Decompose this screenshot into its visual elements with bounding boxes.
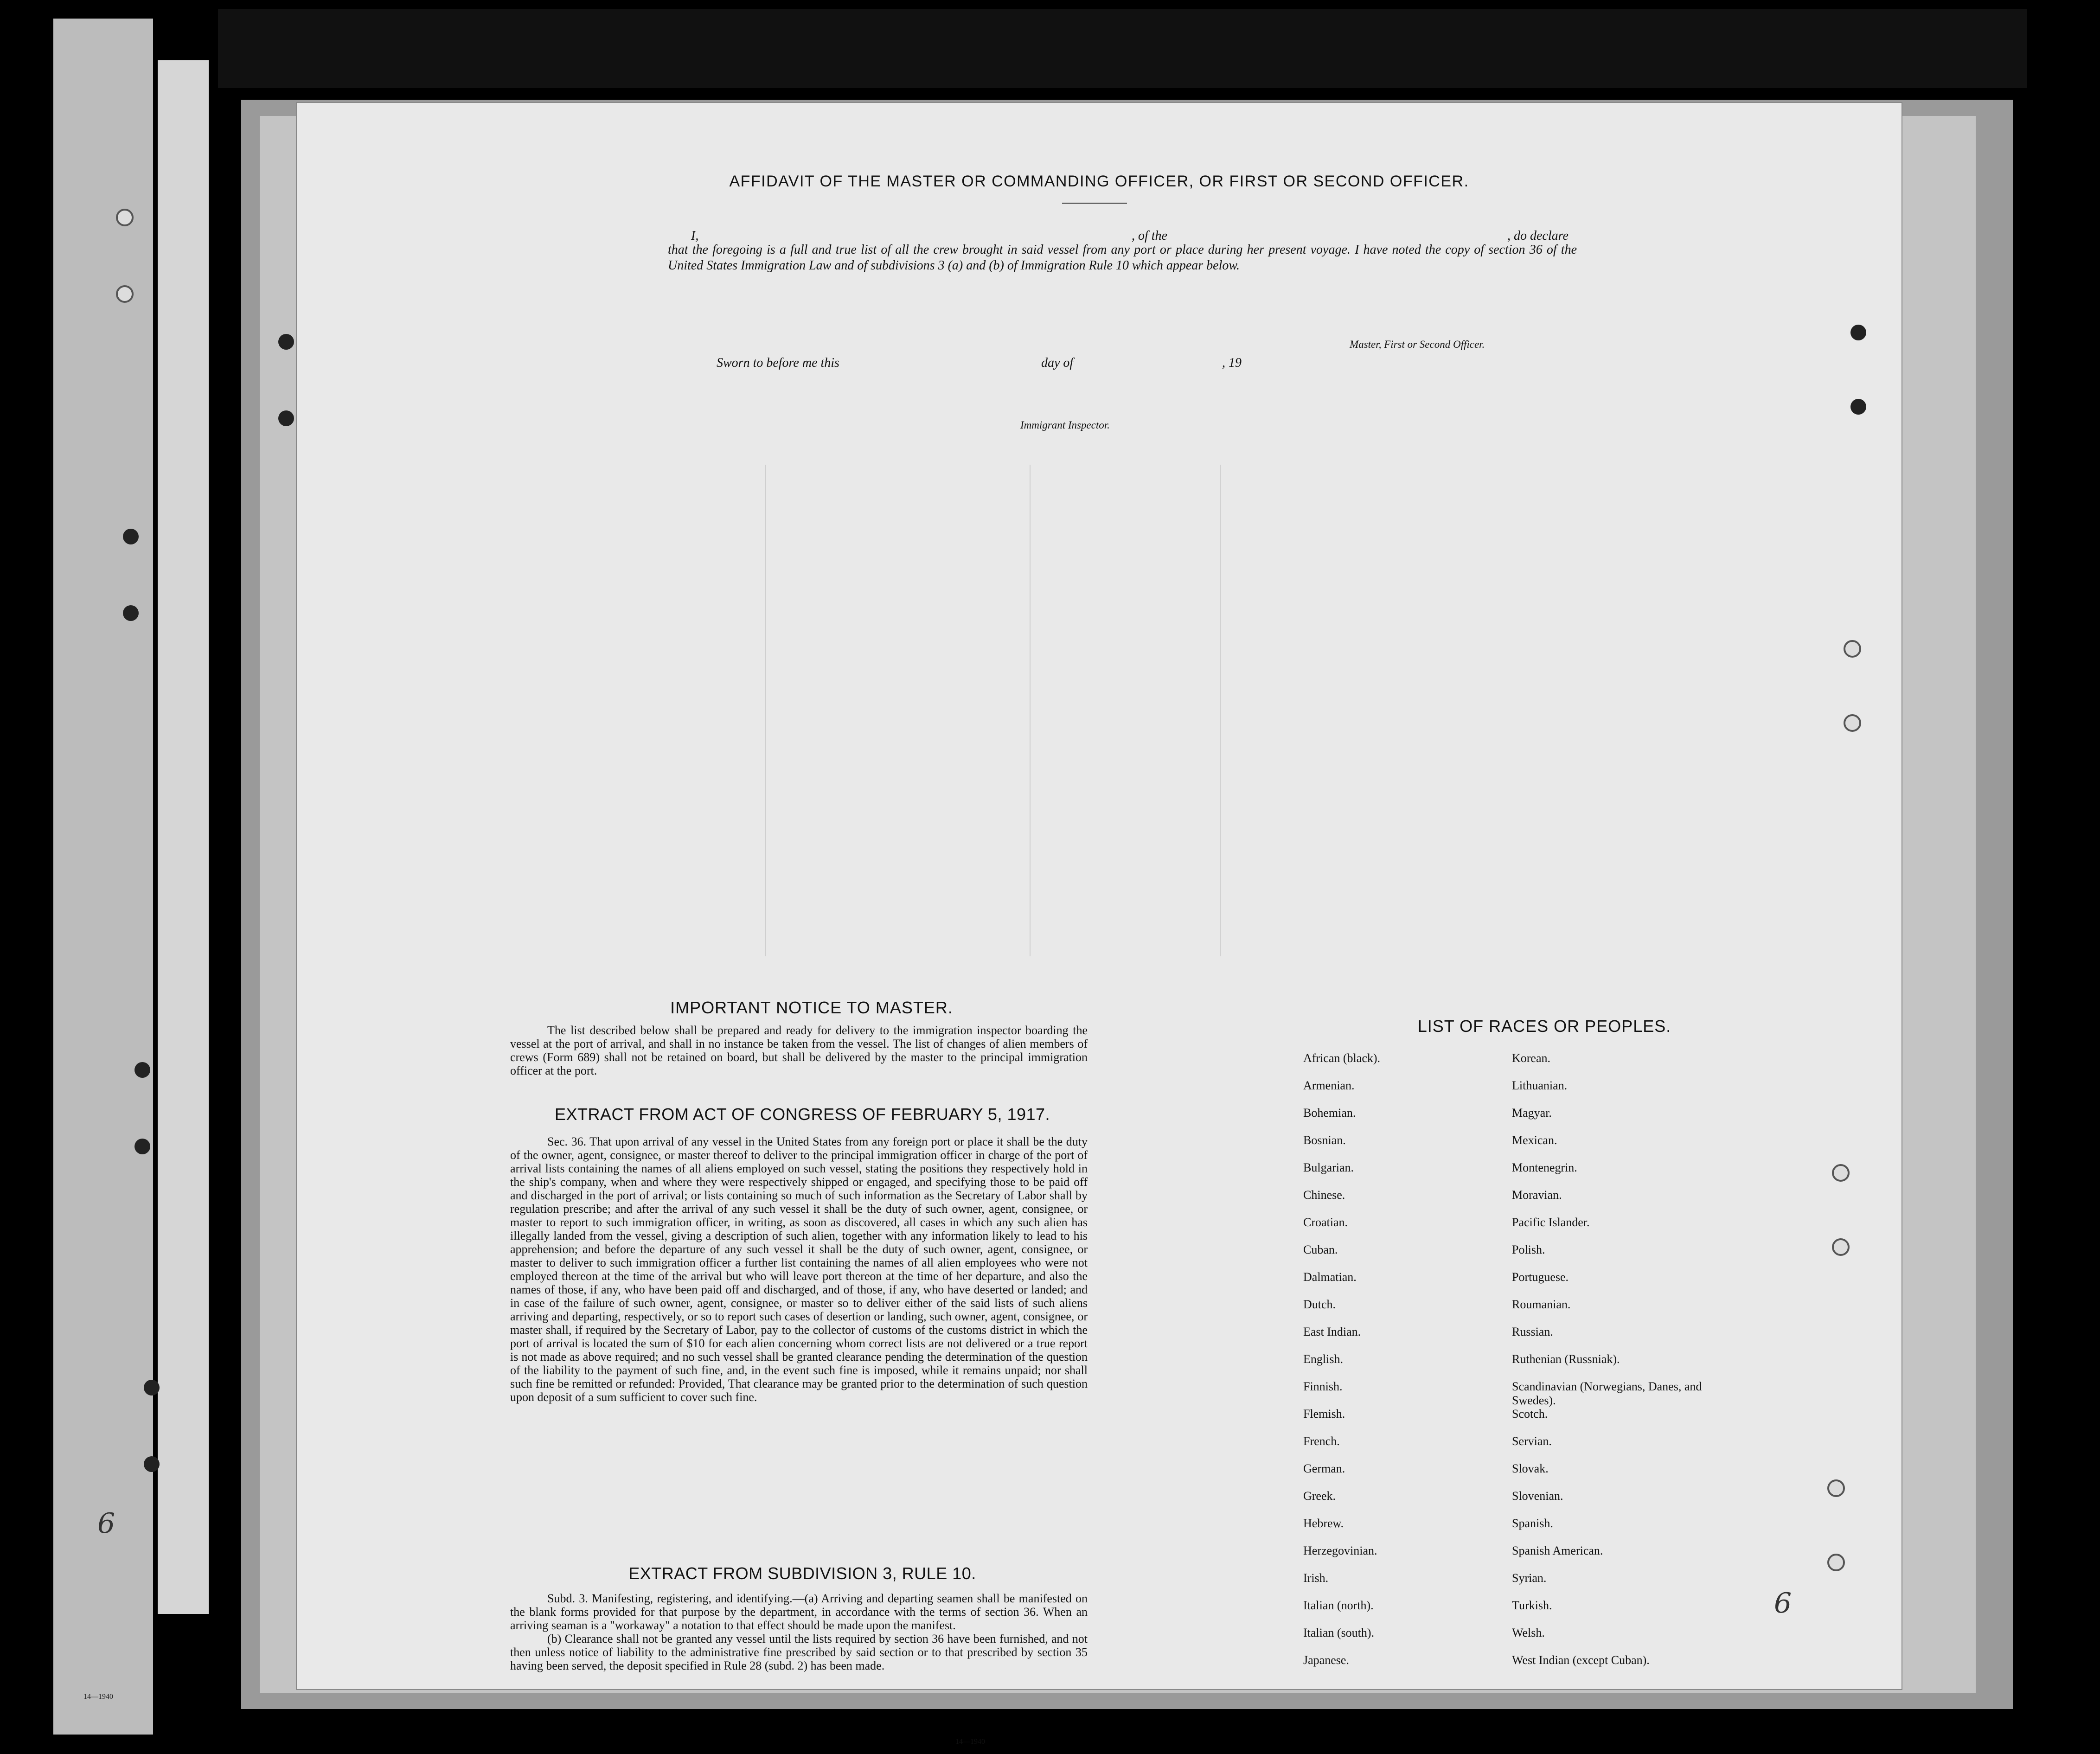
race-item: Italian (north). — [1303, 1599, 1374, 1612]
race-item: Armenian. — [1303, 1079, 1355, 1092]
notice-body: The list described below shall be prepared and ready for delivery to the immigration inspector boarding the vessel at the port of arrival, and shall in no instance be taken from the vessel. The list of changes of alien members of crews (Form 689) shall not be retained on board, but shall be delivered by the master to the principal immigration officer at the port. — [510, 1024, 1088, 1077]
day-of-label: day of — [1041, 356, 1074, 370]
act-extract-title: EXTRACT FROM ACT OF CONGRESS OF FEBRUARY 5, 1917. — [554, 1105, 1050, 1124]
race-item: Turkish. — [1512, 1599, 1552, 1612]
races-title: LIST OF RACES OR PEOPLES. — [1417, 1017, 1671, 1036]
handwritten-mark: 6 — [97, 1507, 115, 1540]
punch-hole — [1827, 1554, 1845, 1571]
faint-rule — [765, 465, 766, 956]
race-item: Hebrew. — [1303, 1517, 1344, 1530]
affidavit-statement: that the foregoing is a full and true list of all the crew brought in said vessel from any port or place during her present voyage. I have noted the copy of section 36 of the United States Immigration Law and of subdivisions 3 (a) and (b) of Immigration Rule 10 which appear below. — [668, 243, 1577, 273]
race-item: German. — [1303, 1462, 1345, 1475]
punch-hole — [1844, 714, 1861, 732]
race-item: Korean. — [1512, 1051, 1551, 1065]
race-item: Scandinavian (Norwegians, Danes, and Swedes). — [1512, 1380, 1702, 1407]
race-item: Cuban. — [1303, 1243, 1338, 1256]
inspector-label: Immigrant Inspector. — [1020, 419, 1110, 431]
race-item: Italian (south). — [1303, 1626, 1375, 1639]
punch-hole — [1850, 399, 1866, 415]
punch-hole — [1832, 1164, 1850, 1182]
ledger-strip — [158, 60, 209, 1614]
race-item: Spanish American. — [1512, 1544, 1603, 1557]
margin-form-number: 14—1940 — [83, 1693, 113, 1701]
race-item: East Indian. — [1303, 1325, 1361, 1338]
punch-hole — [144, 1456, 160, 1472]
race-item: West Indian (except Cuban). — [1512, 1653, 1650, 1667]
race-item: Herzegovinian. — [1303, 1544, 1377, 1557]
race-item: Dutch. — [1303, 1298, 1336, 1311]
punch-hole — [134, 1062, 150, 1078]
race-item: Lithuanian. — [1512, 1079, 1568, 1092]
races-column-2 — [1512, 1051, 1725, 1681]
subdivision-3-text — [510, 1592, 1088, 1672]
rule-extract-title: EXTRACT FROM SUBDIVISION 3, RULE 10. — [628, 1564, 976, 1583]
manifest-sheet — [297, 103, 1902, 1746]
race-item: Servian. — [1512, 1434, 1552, 1448]
race-item: Moravian. — [1512, 1188, 1562, 1202]
subdivision-a-text: Subd. 3. Manifesting, registering, and identifying.—(a) Arriving and departing seamen shall be manifested on the blank forms provided for that purpose by the department, in accordance with the terms of section 36. When an arriving seaman is a "workaway" a notation to that effect should be made upon the manifest. — [510, 1592, 1088, 1632]
race-item: Irish. — [1303, 1571, 1329, 1585]
race-item: Russian. — [1512, 1325, 1553, 1338]
punch-hole — [1850, 325, 1866, 340]
sworn-label: Sworn to before me this — [717, 356, 839, 370]
race-item: Syrian. — [1512, 1571, 1547, 1585]
race-item: Bohemian. — [1303, 1106, 1356, 1120]
faint-rule — [1220, 465, 1221, 956]
punch-hole — [116, 209, 134, 226]
punch-hole — [278, 410, 294, 426]
affidavit-title: AFFIDAVIT OF THE MASTER OR COMMANDING OFFICER, OR FIRST OR SECOND OFFICER. — [729, 173, 1469, 190]
title-rule — [1062, 203, 1127, 204]
race-item: Polish. — [1512, 1243, 1545, 1256]
race-item: Bosnian. — [1303, 1133, 1346, 1147]
race-item: Greek. — [1303, 1489, 1336, 1503]
race-item: African (black). — [1303, 1051, 1381, 1065]
race-item: Croatian. — [1303, 1216, 1348, 1229]
race-item: Slovak. — [1512, 1462, 1549, 1475]
race-item: Magyar. — [1512, 1106, 1552, 1120]
race-item: Dalmatian. — [1303, 1270, 1357, 1284]
punch-hole — [123, 529, 139, 544]
do-declare-label: , do declare — [1507, 229, 1569, 243]
race-item: Chinese. — [1303, 1188, 1345, 1202]
race-item: Finnish. — [1303, 1380, 1343, 1393]
subdivision-b-text: (b) Clearance shall not be granted any vessel until the lists required by section 36 have been furnished, and not then unless notice of liability to the administrative fine prescribed by said section or to that prescribed by section 35 having been served, the deposit specified in Rule 28 (subd. 2) has been made. — [510, 1632, 1088, 1672]
punch-hole — [1827, 1479, 1845, 1497]
race-item: Slovenian. — [1512, 1489, 1563, 1503]
race-item: Pacific Islander. — [1512, 1216, 1590, 1229]
of-the-label: , of the — [1132, 229, 1167, 243]
race-item: Japanese. — [1303, 1653, 1349, 1667]
race-item: Flemish. — [1303, 1407, 1345, 1421]
race-item: Scotch. — [1512, 1407, 1548, 1421]
section-36-text: Sec. 36. That upon arrival of any vessel in the United States from any foreign port or place it shall be the duty of the owner, agent, consignee, or master thereof to deliver to the principal immigration officer in charge of the port of arrival lists containing the names of all aliens employed on such vessel, stating the positions they respectively hold in the ship's company, when and where they were respectively shipped or engaged, and specifying those to be paid off and discharged in the port of arrival; or lists containing so much of such information as the Secretary of Labor shall by regulation prescribe; and after the arrival of any such vessel it shall be the duty of such owner, agent, consignee, or master to report to such immigration officer, in writing, as soon as discovered, all cases in which any such alien has illegally landed from the vessel, giving a description of such alien, together with any information likely to lead to his apprehension; and before the departure of any such vessel it shall be the duty of such owner, agent, consignee, or master to deliver to such immigration officer a further list containing the names of all alien employees who were not employed thereon at the time of the arrival but who will leave port thereon at the time of her departure, and also the names of those, if any, who have been paid off and discharged, and of those, if any, who have deserted or landed; and in case of the failure of such owner, agent, consignee, or master so to deliver either of the said lists of such aliens arriving and departing, respectively, or so to report such cases of desertion or landing, such owner, agent, consignee, or master shall, if required by the Secretary of Labor, pay to the collector of customs of the customs district in which the port of arrival is located the sum of $10 for each alien concerning whom correct lists are not delivered or a true report is not made as above required; and no such vessel shall be granted clearance pending the determination of the question of the liability to the payment of such fine, and, in the event such fine is imposed, while it remains unpaid; nor shall such fine be remitted or refunded: Provided, That clearance may be granted prior to the determination of such question upon deposit of a sum sufficient to cover such fine. — [510, 1135, 1088, 1404]
form-number: 14—1940 — [955, 1738, 985, 1746]
race-item: Bulgarian. — [1303, 1161, 1354, 1174]
year-label: , 19 — [1222, 356, 1242, 370]
race-item: Montenegrin. — [1512, 1161, 1577, 1174]
punch-hole — [144, 1380, 160, 1396]
race-item: Mexican. — [1512, 1133, 1557, 1147]
race-item: Ruthenian (Russniak). — [1512, 1352, 1620, 1366]
dark-band — [218, 9, 2027, 88]
notice-title: IMPORTANT NOTICE TO MASTER. — [670, 998, 953, 1017]
race-item: Portuguese. — [1512, 1270, 1569, 1284]
i-label: I, — [691, 229, 699, 243]
race-item: Welsh. — [1512, 1626, 1545, 1639]
punch-hole — [116, 285, 134, 303]
race-item: Spanish. — [1512, 1517, 1553, 1530]
race-item: Roumanian. — [1512, 1298, 1571, 1311]
punch-hole — [134, 1139, 150, 1154]
ledger-strip — [53, 19, 153, 1735]
punch-hole — [1844, 640, 1861, 658]
signature-label: Master, First or Second Officer. — [1350, 339, 1485, 350]
faint-rule — [1030, 465, 1031, 956]
punch-hole — [123, 605, 139, 621]
punch-hole — [1832, 1238, 1850, 1256]
punch-hole — [278, 334, 294, 350]
race-item: French. — [1303, 1434, 1340, 1448]
races-column-1 — [1303, 1051, 1498, 1681]
race-item: English. — [1303, 1352, 1343, 1366]
handwritten-mark: 6 — [1774, 1587, 1792, 1620]
